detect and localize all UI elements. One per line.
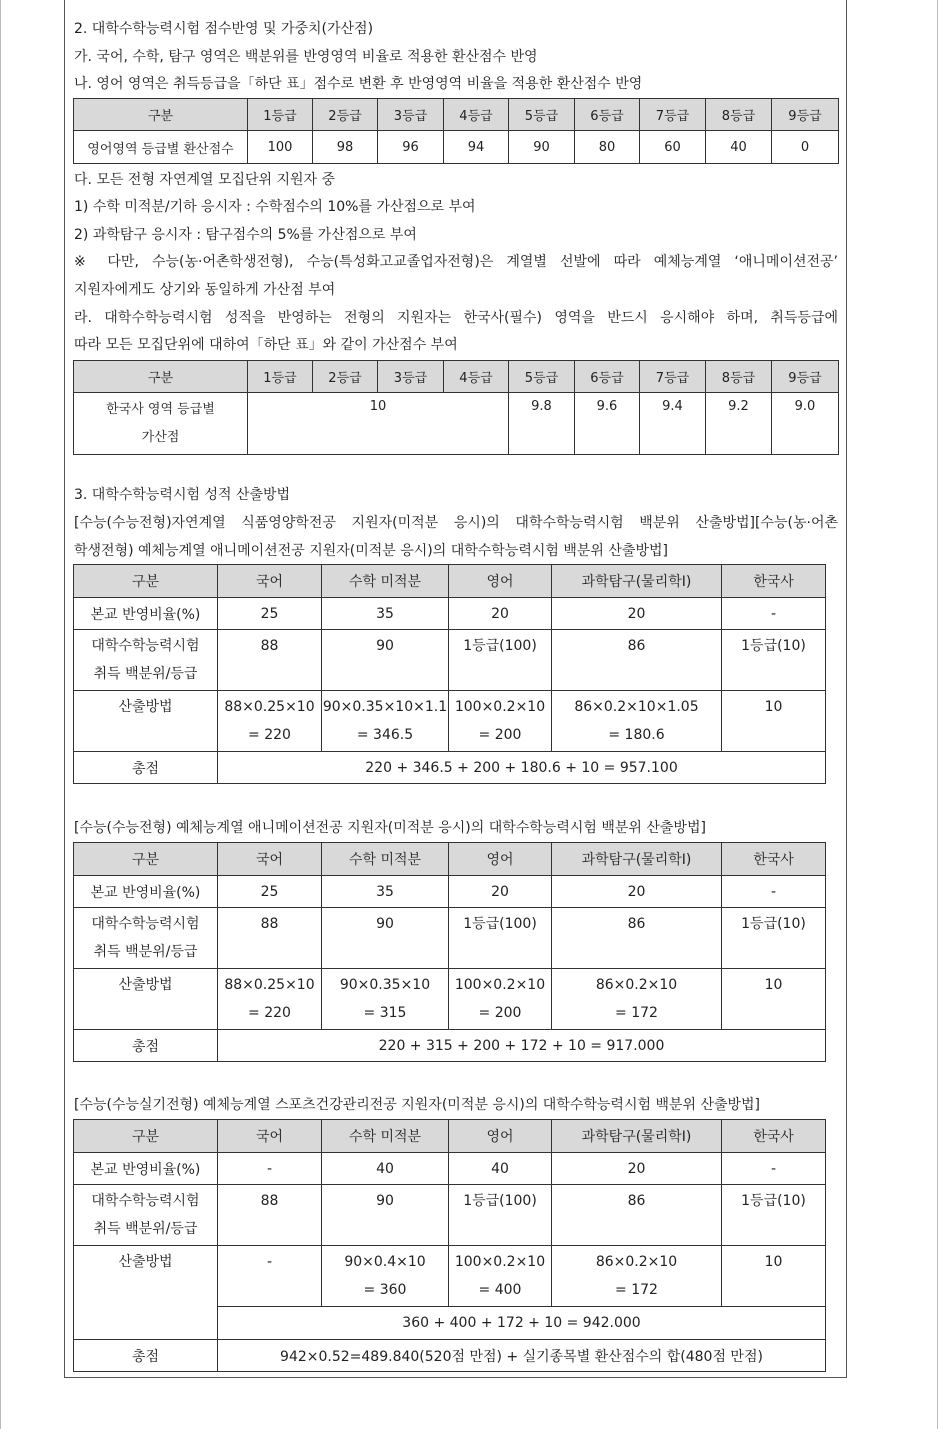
table-cell: -: [218, 1153, 322, 1185]
section2-line-1: 1) 수학 미적분/기하 응시자 : 수학점수의 10%를 가산점으로 부여: [74, 199, 476, 215]
table-cell: 1등급(100): [449, 1185, 552, 1246]
table-cell: [722, 1246, 826, 1307]
row-label: 총점: [74, 1340, 218, 1372]
calc-table-a: [73, 564, 826, 784]
row-label-line: 가산점: [141, 429, 180, 445]
subtotal-cell: 360 + 400 + 172 + 10 = 942.000: [218, 1307, 826, 1340]
row-label: 산출방법: [74, 969, 218, 1030]
table-cell: 1등급(100): [449, 630, 552, 691]
table-cell: 9.6: [575, 393, 640, 455]
table-header: 9등급: [772, 361, 839, 393]
table-header: 국어: [218, 1120, 322, 1153]
section2-line-2: 2) 과학탐구 응시자 : 탐구점수의 5%를 가산점으로 부여: [74, 227, 417, 243]
row-label: [74, 630, 218, 691]
table-cell: 9.2: [706, 393, 772, 455]
row-label: 영어영역 등급별 환산점수: [74, 131, 248, 164]
formula-result: = 172: [615, 1282, 658, 1298]
table-header: 3등급: [378, 361, 444, 393]
row-label: 본교 반영비율(%): [74, 598, 218, 630]
formula-result: = 180.6: [608, 727, 665, 743]
table-header: 구분: [74, 1120, 218, 1153]
page-edge-right: [937, 0, 938, 1429]
table-header: 구분: [74, 565, 218, 598]
table-header: 영어: [449, 1120, 552, 1153]
table-header: 6등급: [575, 99, 640, 131]
table-cell: [218, 969, 322, 1030]
table-cell: [218, 1246, 322, 1307]
history-table-header-row: [74, 361, 839, 393]
table-cell: 20: [552, 598, 722, 630]
method-row: [74, 691, 826, 752]
formula: 88×0.25×10: [224, 977, 315, 993]
table-row: [74, 131, 839, 164]
table-header: 4등급: [444, 361, 509, 393]
english-table-header-row: [74, 99, 839, 131]
table-cell: 60: [640, 131, 706, 164]
row-label: 산출방법: [74, 691, 218, 752]
table-header: 8등급: [706, 99, 772, 131]
row-label: 총점: [74, 752, 218, 784]
formula: 86×0.2×10: [595, 1254, 678, 1270]
table-cell: 25: [218, 598, 322, 630]
ratio-row: [74, 598, 826, 630]
table-header: 구분: [74, 99, 248, 131]
table-header: 과학탐구(물리학Ⅰ): [552, 843, 722, 876]
table-header: 1등급: [248, 99, 313, 131]
table-header: 과학탐구(물리학Ⅰ): [552, 565, 722, 598]
table-cell: 88: [218, 1185, 322, 1246]
formula-result: = 200: [478, 1005, 522, 1021]
formula-result: = 220: [248, 1005, 291, 1021]
total-cell: 220 + 315 + 200 + 172 + 10 = 917.000: [218, 1030, 826, 1062]
table-header: 9등급: [772, 99, 839, 131]
history-grade-table: [73, 360, 839, 455]
formula-result: = 172: [615, 1005, 658, 1021]
table-header: 8등급: [706, 361, 772, 393]
formula-result: = 315: [363, 1005, 407, 1021]
formula-result: = 200: [478, 727, 522, 743]
section2-line-na: 나. 영어 영역은 취득등급을「하단 표」점수로 변환 후 반영영역 비율을 적용한 환산점수 반영: [74, 76, 643, 92]
table-a-caption-2: 학생전형) 예체능계열 애니메이션전공 지원자(미적분 응시)의 대학수학능력시험 백분위 산출방법]: [74, 543, 668, 559]
table-cell: 86: [552, 1185, 722, 1246]
formula: 100×0.2×10: [454, 1254, 546, 1270]
formula: 88×0.25×10: [224, 699, 315, 715]
table-header: 수학 미적분: [322, 565, 449, 598]
table-row: [74, 393, 839, 455]
table-cell: 80: [575, 131, 640, 164]
table-cell: 20: [552, 1153, 722, 1185]
table-b-caption: [수능(수능전형) 예체능계열 애니메이션전공 지원자(미적분 응시)의 대학수학능력시험 백분위 산출방법]: [74, 820, 706, 836]
table-cell: [722, 969, 826, 1030]
row-label: 본교 반영비율(%): [74, 1153, 218, 1185]
section2-line-ga: 가. 국어, 수학, 탐구 영역은 백분위를 반영영역 비율로 적용한 환산점수 반영: [74, 49, 538, 65]
table-cell: [322, 691, 449, 752]
table-cell: 1등급(10): [722, 908, 826, 969]
table-cell: [449, 969, 552, 1030]
table-header: 영어: [449, 565, 552, 598]
formula-result: = 346.5: [356, 727, 414, 743]
row-label: [74, 908, 218, 969]
table-cell: [722, 691, 826, 752]
formula: 100×0.2×10: [454, 977, 546, 993]
formula: 90×0.35×10: [339, 977, 431, 993]
formula: 86×0.2×10: [595, 977, 678, 993]
formula-result: = 220: [248, 727, 291, 743]
table-cell: 9.4: [640, 393, 706, 455]
table-cell: 1등급(10): [722, 1185, 826, 1246]
table-header: 구분: [74, 843, 218, 876]
row-label: [74, 1185, 218, 1246]
table-cell: 98: [313, 131, 378, 164]
table-cell: 40: [706, 131, 772, 164]
table-header: 7등급: [640, 361, 706, 393]
table-header: 국어: [218, 843, 322, 876]
table-cell: 100: [248, 131, 313, 164]
row-label-line: 취득 백분위/등급: [93, 944, 198, 960]
row-label-line: 취득 백분위/등급: [93, 666, 198, 682]
formula: 90×0.4×10: [344, 1254, 426, 1270]
table-cell: 88: [218, 630, 322, 691]
table-header: 2등급: [313, 361, 378, 393]
row-label: 산출방법: [74, 1246, 218, 1340]
table-cell: 96: [378, 131, 444, 164]
table-cell: 20: [449, 876, 552, 908]
table-cell: [552, 969, 722, 1030]
formula-result: = 400: [478, 1282, 522, 1298]
calc-table-b: [73, 842, 826, 1062]
table-cell: -: [722, 598, 826, 630]
table-cell: 40: [449, 1153, 552, 1185]
table-cell: 88: [218, 908, 322, 969]
table-cell: [552, 691, 722, 752]
row-label: 본교 반영비율(%): [74, 876, 218, 908]
table-header: 3등급: [378, 99, 444, 131]
table-c-caption: [수능(수능실기전형) 예체능계열 스포츠건강관리전공 지원자(미적분 응시)의 대학수학능력시험 백분위 산출방법]: [74, 1097, 761, 1113]
table-cell: 20: [552, 876, 722, 908]
formula-result: = 360: [363, 1282, 407, 1298]
table-cell: 86: [552, 630, 722, 691]
table-cell: [322, 969, 449, 1030]
table-cell: 1등급(10): [722, 630, 826, 691]
section2-line-ra-1: 라. 대학수학능력시험 성적을 반영하는 전형의 지원자는 한국사(필수) 영역을 반드시 응시해야 하며, 취득등급에: [74, 310, 838, 326]
table-header: 6등급: [575, 361, 640, 393]
row-label: [74, 393, 248, 455]
total-cell: 220 + 346.5 + 200 + 180.6 + 10 = 957.100: [218, 752, 826, 784]
merged-cell: 10: [248, 393, 509, 455]
formula: 10: [764, 977, 783, 993]
table-header: 한국사: [722, 565, 826, 598]
table-cell: 40: [322, 1153, 449, 1185]
table-cell: 35: [322, 876, 449, 908]
table-cell: 86: [552, 908, 722, 969]
total-row: [74, 752, 826, 784]
table-cell: 94: [444, 131, 509, 164]
table-header: 한국사: [722, 1120, 826, 1153]
table-cell: -: [722, 1153, 826, 1185]
table-cell: 0: [772, 131, 839, 164]
acquired-row: [74, 908, 826, 969]
acquired-row: [74, 630, 826, 691]
table-a-caption-1: [수능(수능전형)자연계열 식품영양학전공 지원자(미적분 응시)의 대학수학능력시험 백분위 산출방법][수능(농·어촌: [74, 515, 838, 531]
row-label: 총점: [74, 1030, 218, 1062]
table-header: 7등급: [640, 99, 706, 131]
total-row: [74, 1340, 826, 1372]
section2-note-2: 지원자에게도 상기와 동일하게 가산점 부여: [74, 282, 336, 298]
ratio-row: [74, 1153, 826, 1185]
table-header: 수학 미적분: [322, 1120, 449, 1153]
table-cell: 90: [509, 131, 575, 164]
table-cell: [552, 1246, 722, 1307]
table-header-row: [74, 565, 826, 598]
table-header: 영어: [449, 843, 552, 876]
row-label-line: 대학수학능력시험: [91, 638, 200, 654]
table-cell: 90: [322, 630, 449, 691]
table-header-row: [74, 843, 826, 876]
table-header: 5등급: [509, 99, 575, 131]
row-label-line: 대학수학능력시험: [91, 916, 200, 932]
english-grade-table: [73, 98, 839, 164]
table-cell: -: [722, 876, 826, 908]
row-label-line: 대학수학능력시험: [91, 1193, 200, 1209]
formula: 90×0.35×10×1.1: [322, 699, 448, 715]
table-header: 5등급: [509, 361, 575, 393]
table-cell: 25: [218, 876, 322, 908]
table-header-row: [74, 1120, 826, 1153]
table-header: 과학탐구(물리학Ⅰ): [552, 1120, 722, 1153]
formula: 10: [764, 1254, 783, 1270]
table-cell: [449, 691, 552, 752]
table-header: 2등급: [313, 99, 378, 131]
table-header: 1등급: [248, 361, 313, 393]
table-header: 한국사: [722, 843, 826, 876]
table-header: 국어: [218, 565, 322, 598]
row-label-line: 취득 백분위/등급: [93, 1221, 198, 1237]
section2-title: 2. 대학수학능력시험 점수반영 및 가중치(가산점): [74, 21, 374, 37]
section2-line-da: 다. 모든 전형 자연계열 모집단위 지원자 중: [74, 172, 336, 188]
section2-line-ra-2: 따라 모든 모집단위에 대하여「하단 표」와 같이 가산점수 부여: [74, 337, 458, 353]
page-edge-left: [0, 0, 1, 1429]
formula: -: [266, 1254, 273, 1270]
table-cell: 9.8: [509, 393, 575, 455]
row-label-line: 한국사 영역 등급별: [106, 401, 215, 417]
table-header: 4등급: [444, 99, 509, 131]
formula: 100×0.2×10: [454, 699, 546, 715]
method-row: [74, 1246, 826, 1307]
table-cell: 90: [322, 1185, 449, 1246]
method-row: [74, 969, 826, 1030]
table-cell: 90: [322, 908, 449, 969]
table-header: 구분: [74, 361, 248, 393]
section3-title: 3. 대학수학능력시험 성적 산출방법: [74, 487, 291, 503]
table-cell: [218, 691, 322, 752]
table-header: 수학 미적분: [322, 843, 449, 876]
total-cell: 942×0.52=489.840(520점 만점) + 실기종목별 환산점수의 합(480점 만점): [218, 1340, 826, 1372]
acquired-row: [74, 1185, 826, 1246]
table-cell: 20: [449, 598, 552, 630]
section2-note-1: ※ 다만, 수능(농·어촌학생전형), 수능(특성화고교졸업자전형)은 계열별 선발에 따라 예체능계열 ‘애니메이션전공’: [74, 254, 838, 270]
formula: 86×0.2×10×1.05: [574, 699, 699, 715]
formula: 10: [764, 699, 783, 715]
calc-table-c: [73, 1119, 826, 1372]
table-cell: 9.0: [772, 393, 839, 455]
table-cell: [449, 1246, 552, 1307]
ratio-row: [74, 876, 826, 908]
total-row: [74, 1030, 826, 1062]
table-cell: [322, 1246, 449, 1307]
table-cell: 35: [322, 598, 449, 630]
table-cell: 1등급(100): [449, 908, 552, 969]
